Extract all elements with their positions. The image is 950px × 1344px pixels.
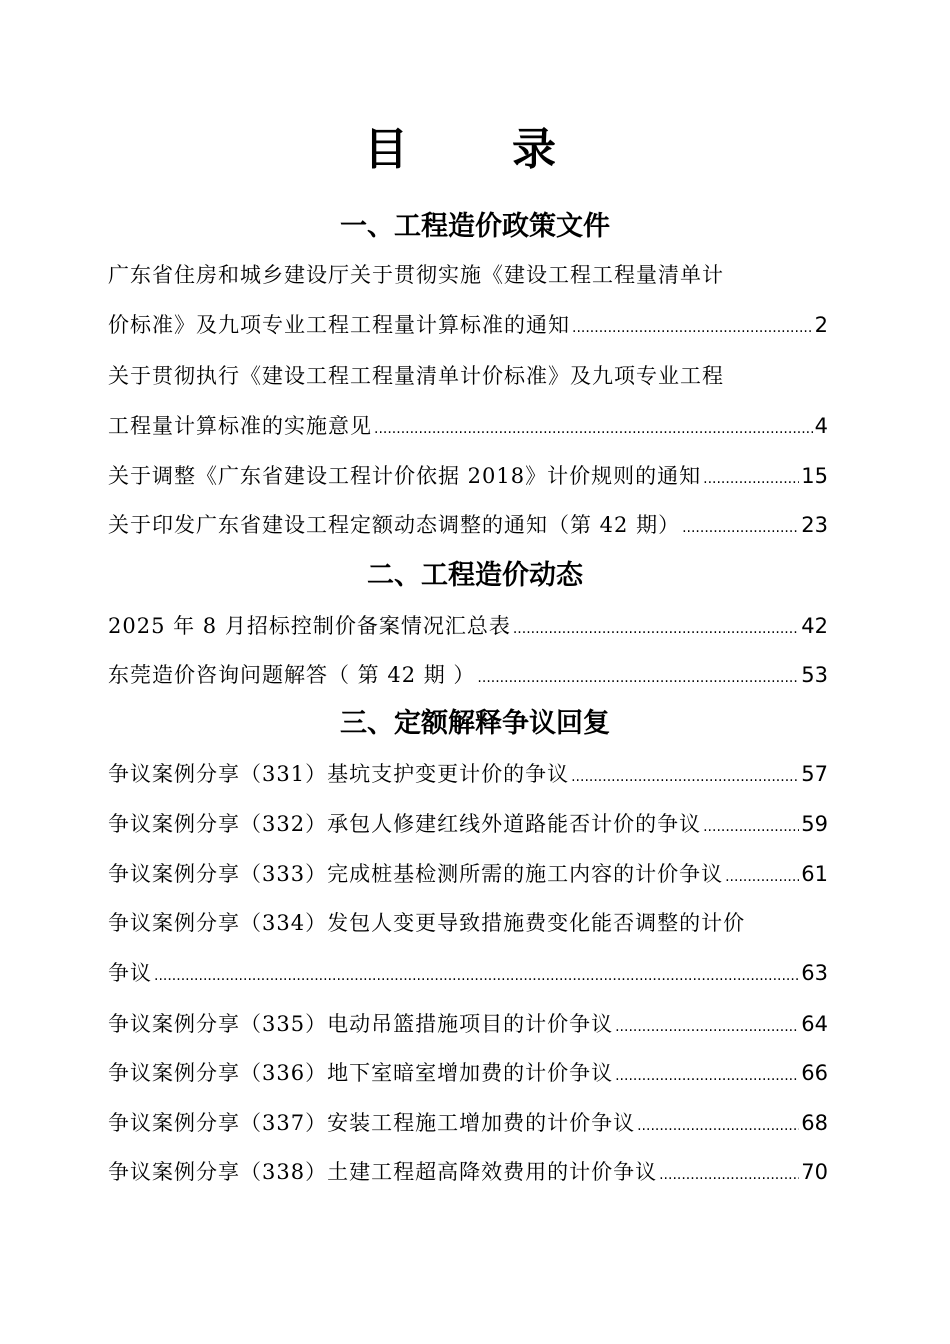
leader-dots [659, 1158, 799, 1192]
toc-entry[interactable] [108, 609, 828, 646]
toc-page-number: 63 [801, 961, 828, 985]
toc-entry[interactable] [108, 1106, 828, 1143]
leader-dots [572, 311, 813, 345]
leader-dots [615, 1010, 799, 1044]
toc-entry-line1: 争议案例分享（334）发包人变更导致措施费变化能否调整的计价 [108, 911, 746, 935]
leader-dots [725, 860, 799, 894]
toc-entry[interactable] [108, 508, 828, 545]
toc-entry-title: 争议案例分享（333）完成桩基检测所需的施工内容的计价争议 [108, 862, 724, 886]
toc-page-number: 57 [801, 762, 828, 786]
toc-entry-title: 价标准》及九项专业工程工程量计算标准的通知 [108, 313, 570, 337]
leader-dots [703, 810, 799, 844]
toc-entry-title: 争议案例分享（338）土建工程超高降效费用的计价争议 [108, 1160, 658, 1184]
leader-dots [615, 1059, 799, 1093]
toc-entry[interactable] [108, 658, 828, 695]
toc-page-number: 4 [814, 414, 828, 438]
toc-entry-title: 关于调整《广东省建设工程计价依据 2018》计价规则的通知 [108, 464, 702, 488]
toc-entry-title: 关于印发广东省建设工程定额动态调整的通知（第 42 期） [108, 513, 681, 537]
toc-entry-title: 争议案例分享（331）基坑支护变更计价的争议 [108, 762, 570, 786]
toc-entry-line1: 广东省住房和城乡建设厅关于贯彻实施《建设工程工程量清单计 [108, 263, 724, 287]
leader-dots [682, 511, 799, 545]
leader-dots [571, 760, 799, 794]
toc-entry-title: 争议案例分享（337）安装工程施工增加费的计价争议 [108, 1111, 636, 1135]
toc-entry-title: 争议案例分享（335）电动吊篮措施项目的计价争议 [108, 1012, 614, 1036]
toc-entry[interactable] [108, 1056, 828, 1093]
toc-page-number: 64 [801, 1012, 828, 1036]
leader-dots [374, 412, 813, 446]
toc-page-number: 23 [801, 513, 828, 537]
toc-entry-title: 工程量计算标准的实施意见 [108, 414, 372, 438]
toc-entry[interactable] [108, 807, 828, 844]
toc-entry[interactable] [108, 359, 828, 446]
toc-entry[interactable] [108, 1155, 828, 1192]
toc-entry[interactable] [108, 258, 828, 345]
leader-dots [513, 612, 799, 646]
toc-entry-title: 东莞造价咨询问题解答（ 第 42 期 ） [108, 663, 476, 687]
section-heading-policy: 一、工程造价政策文件 [340, 211, 610, 242]
toc-page-number: 2 [814, 313, 828, 337]
toc-entry-title: 争议案例分享（336）地下室暗室增加费的计价争议 [108, 1061, 614, 1085]
toc-entry-title: 争议案例分享（332）承包人修建红线外道路能否计价的争议 [108, 812, 702, 836]
toc-entry[interactable] [108, 757, 828, 794]
section-heading-disputes: 三、定额解释争议回复 [340, 708, 610, 739]
toc-entry[interactable] [108, 459, 828, 496]
toc-entry-title: 2025 年 8 月招标控制价备案情况汇总表 [108, 614, 511, 638]
toc-page-number: 66 [801, 1061, 828, 1085]
toc-page-number: 68 [801, 1111, 828, 1135]
toc-page-number: 61 [801, 862, 828, 886]
toc-page-number: 70 [801, 1160, 828, 1184]
leader-dots [703, 462, 799, 496]
toc-page-number: 53 [801, 663, 828, 687]
leader-dots [477, 661, 799, 695]
toc-page-number: 42 [801, 614, 828, 638]
toc-page-number: 15 [801, 464, 828, 488]
toc-entry-line1: 关于贯彻执行《建设工程工程量清单计价标准》及九项专业工程 [108, 364, 724, 388]
toc-entry-title: 争议 [108, 961, 152, 985]
section-heading-dynamics: 二、工程造价动态 [367, 560, 583, 591]
toc-page-number: 59 [801, 812, 828, 836]
leader-dots [154, 959, 799, 993]
toc-entry[interactable] [108, 906, 828, 993]
toc-entry[interactable] [108, 857, 828, 894]
toc-entry[interactable] [108, 1007, 828, 1044]
leader-dots [637, 1109, 799, 1143]
page-title: 目 录 [364, 124, 586, 175]
